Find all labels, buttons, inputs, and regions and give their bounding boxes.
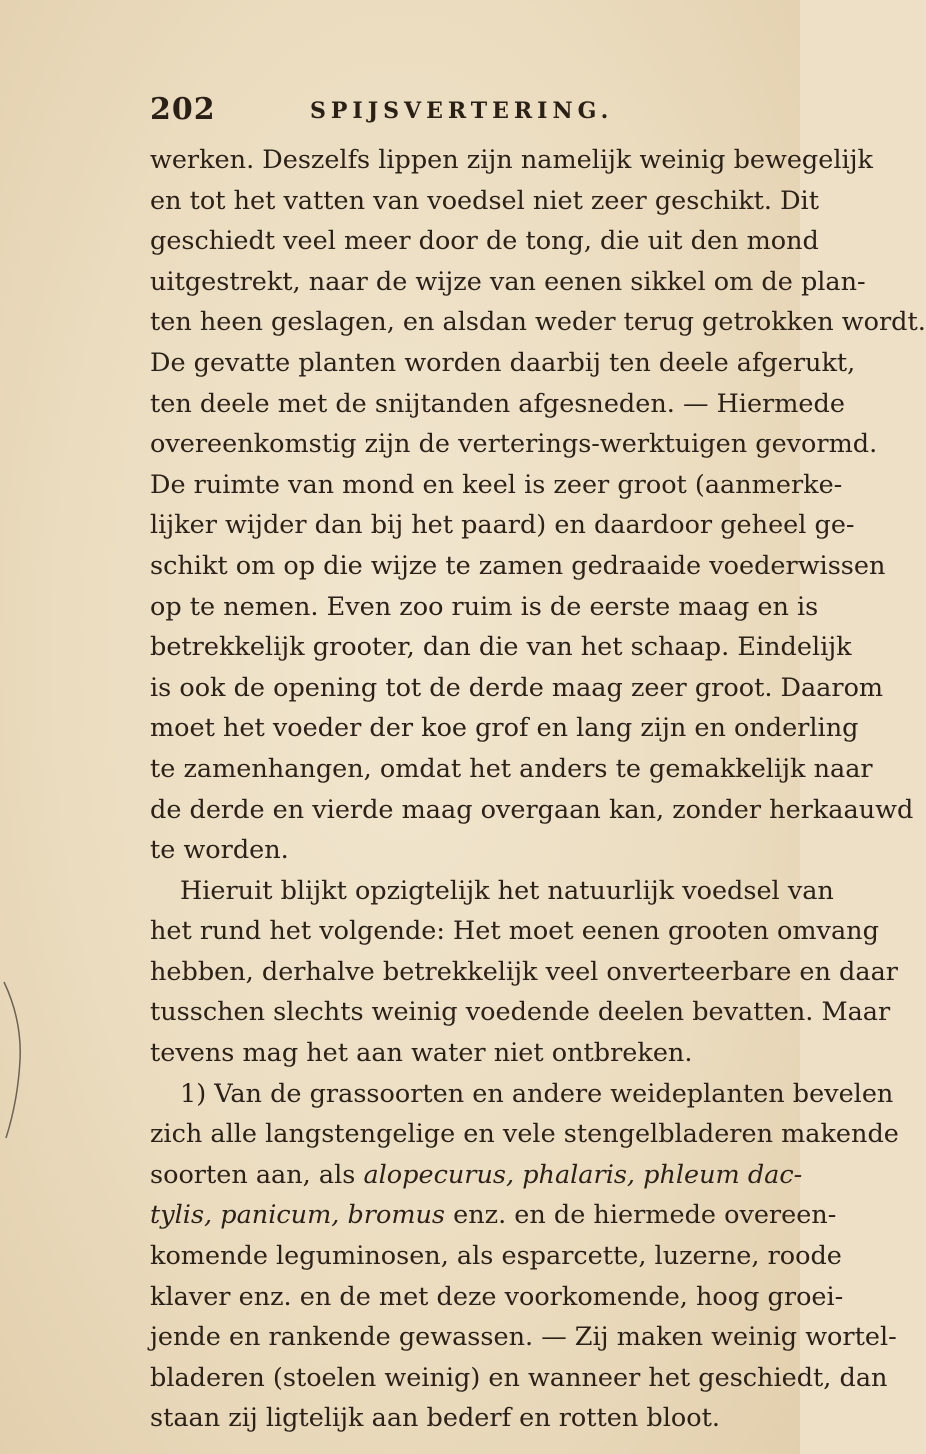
text-line: ten deele met de snijtanden afgesneden. — Hiermede [150, 388, 845, 419]
text-line: jende en rankende gewassen. — Zij maken weinig wortel- [150, 1322, 897, 1353]
text-line: werken. Deszelfs lippen zijn namelijk weinig bewegelijk [150, 145, 873, 175]
text-line: het rund het volgende: Het moet eenen grooten omvang [150, 916, 879, 947]
text-line: te zamenhangen, omdat het anders te gemakkelijk naar [150, 753, 873, 784]
text-line: Hieruit blijkt opzigtelijk het natuurlijk voedsel van [180, 875, 834, 906]
text-line: op te nemen. Even zoo ruim is de eerste maag en is [150, 591, 819, 622]
text-line [150, 1155, 803, 1196]
text-segment: enz. en de hiermede overeen- [445, 1200, 837, 1231]
text-line: 1) Van de grassoorten en andere weideplanten bevelen [180, 1078, 894, 1109]
margin-pencil-mark [0, 980, 40, 1140]
text-line: bladeren (stoelen weinig) en wanneer het geschiedt, dan [150, 1362, 888, 1393]
body-text [150, 140, 926, 1439]
text-line: klaver enz. en de met deze voorkomende, hoog groei- [150, 1281, 844, 1312]
running-head: SPIJSVERTERING. [310, 98, 614, 124]
text-line: schikt om op die wijze te zamen gedraaide voederwissen [150, 550, 886, 581]
text-line: en tot het vatten van voedsel niet zeer geschikt. Dit [150, 185, 819, 216]
text-line: De ruimte van mond en keel is zeer groot (aanmerke- [150, 469, 843, 500]
text-line: is ook de opening tot de derde maag zeer groot. Daarom [150, 672, 884, 703]
text-line: komende leguminosen, als esparcette, luzerne, roode [150, 1241, 842, 1272]
italic-plant-names: alopecurus, phalaris, phleum dac- [363, 1159, 803, 1190]
text-segment: soorten aan, als [150, 1159, 364, 1190]
text-line: overeenkomstig zijn de verterings-werktuigen gevormd. [150, 429, 878, 460]
text-line: moet het voeder der koe grof en lang zijn en onderling [150, 713, 859, 744]
text-line: hebben, derhalve betrekkelijk veel onverteerbare en daar [150, 956, 898, 987]
text-line: zich alle langstengelige en vele stengelbladeren makende [150, 1119, 899, 1150]
text-line: de derde en vierde maag overgaan kan, zonder herkaauwd [150, 794, 914, 825]
italic-plant-names: tylis, panicum, bromus [150, 1200, 446, 1231]
text-line: tevens mag het aan water niet ontbreken. [150, 1038, 693, 1069]
text-line: lijker wijder dan bij het paard) en daardoor geheel ge- [150, 510, 855, 541]
text-line: tusschen slechts weinig voedende deelen bevatten. Maar [150, 997, 891, 1028]
text-line: uitgestrekt, naar de wijze van eenen sikkel om de plan- [150, 266, 866, 297]
text-line: ten heen geslagen, en alsdan weder terug getrokken wordt. [150, 307, 926, 338]
text-line: De gevatte planten worden daarbij ten deele afgerukt, [150, 347, 856, 378]
text-line: te worden. [150, 835, 289, 866]
page-number: 202 [150, 92, 216, 127]
text-line: staan zij ligtelijk aan bederf en rotten bloot. [150, 1403, 720, 1434]
text-line: geschiedt veel meer door de tong, die uit den mond [150, 226, 819, 257]
text-line [150, 1195, 837, 1236]
text-line: betrekkelijk grooter, dan die van het schaap. Eindelijk [150, 632, 852, 663]
